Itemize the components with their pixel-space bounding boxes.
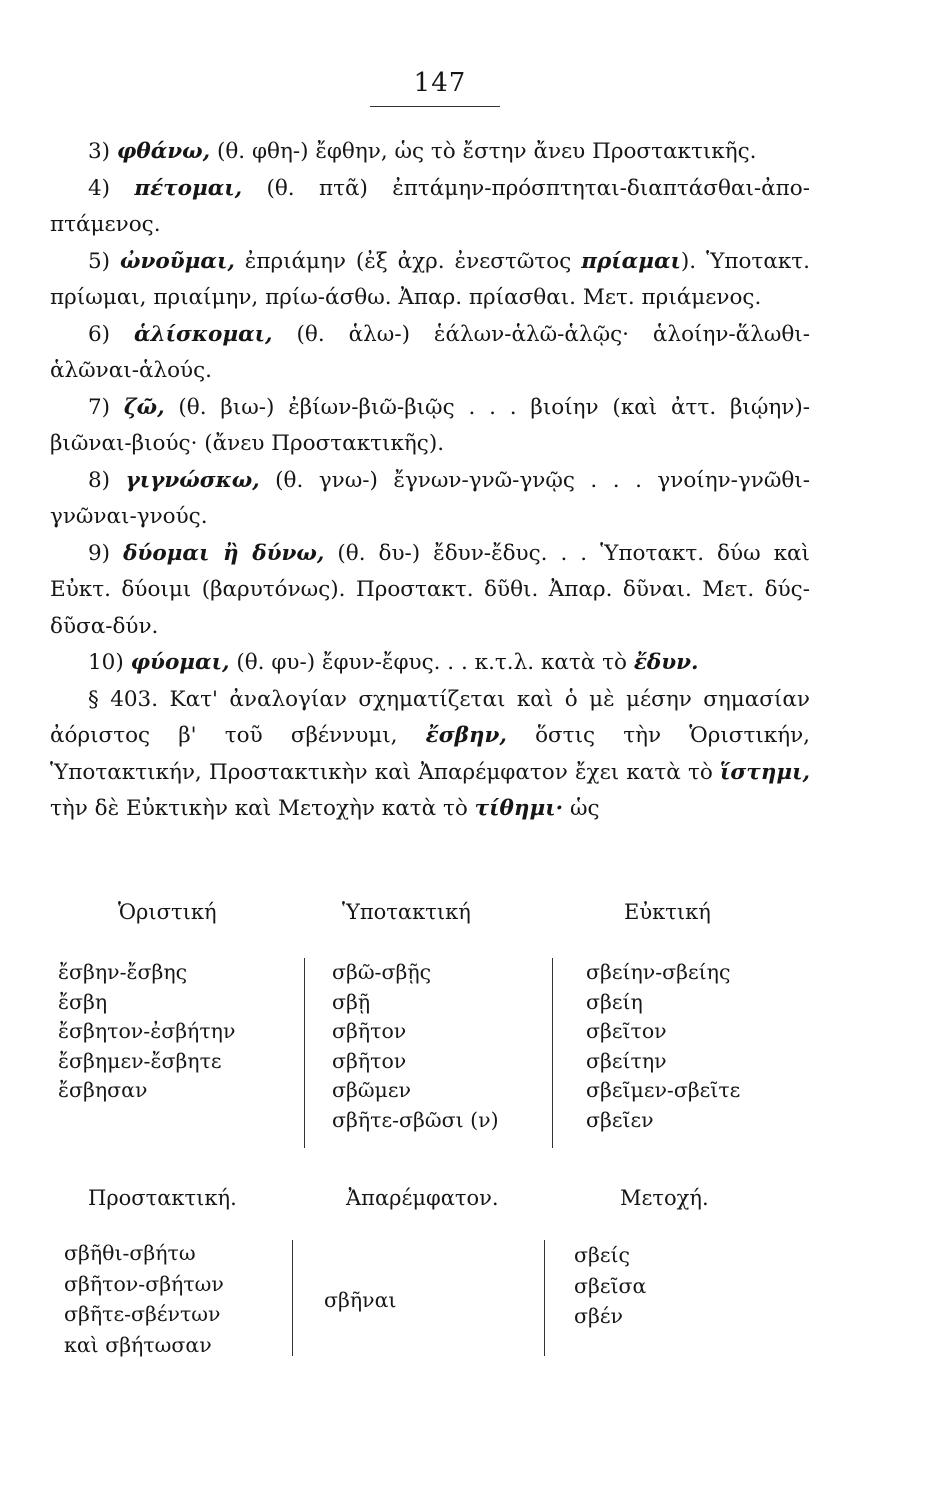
header-rule xyxy=(370,106,500,107)
headword: γιγνώσκω, xyxy=(125,467,260,493)
header-optative: Εὐκτική xyxy=(624,900,711,924)
table1-divider-left xyxy=(304,958,305,1148)
headword: πρίαμαι xyxy=(581,248,681,274)
text-run: ὅστις τὴν Ὁριστικήν, Ὑποτακτικήν, Προστακτικὴν καὶ Ἀπαρέμφατον ἔχει κατὰ τὸ xyxy=(50,723,810,785)
text-run: τὴν δὲ Εὐκτικὴν καὶ Μετοχὴν κατὰ τὸ xyxy=(50,796,475,821)
text-run: 10) xyxy=(88,650,131,675)
headword: ζῶ, xyxy=(123,394,165,420)
verb-form: σβῇ xyxy=(332,989,371,1014)
verb-form: σβῆτον xyxy=(332,1019,407,1043)
text-run: (θ. πτᾶ) ἐπτάμην-πρόσπτηται-διαπτάσθαι-ἀπο-πτάμενος. xyxy=(50,175,810,237)
paragraph-phyomai xyxy=(50,645,810,682)
text-run: (θ. δυ-) ἔδυν-ἔδυς. . . Ὑποτακτ. δύω καὶ Εὐκτ. δύοιμι (βαρυτόνως). Προστακτ. δῦθι. Ἀπαρ. δῦναι. Μετ. δύς-δῦσα-δύν. xyxy=(50,540,810,639)
verb-form: σβῆτε-σβέντων xyxy=(64,1302,221,1326)
body-text xyxy=(50,134,810,828)
paragraph-gignosko xyxy=(50,463,810,536)
table1-divider-right xyxy=(552,958,553,1148)
text-run: § 403. Κατ' ἀναλογίαν σχηματίζεται καὶ ὁ μὲ μέσην σημασίαν ἀόριστος β' τοῦ σβέννυμι, xyxy=(50,686,810,748)
verb-form: σβείην-σβείης xyxy=(586,960,731,984)
text-run: (θ. ἁλω-) ἑάλων-ἁλῶ-ἁλῷς· ἁλοίην-ἅλωθι-ἁλῶναι-ἁλούς. xyxy=(50,321,810,383)
headword: ἵστημι, xyxy=(720,759,810,785)
text-run: (θ. φθη-) ἔφθην, ὡς τὸ ἔστην ἄνευ Προστακτικῆς. xyxy=(210,139,757,164)
verb-form: σβῆτον xyxy=(332,1048,407,1073)
verb-form: ἔσβην-ἔσβης xyxy=(58,960,188,984)
verb-form: σβείς xyxy=(574,1243,630,1267)
verb-form: σβῆτον-σβήτων xyxy=(64,1271,224,1296)
verb-form: σβείη xyxy=(586,989,643,1014)
page-number: 147 xyxy=(413,68,467,98)
header-participle: Μετοχή. xyxy=(620,1186,709,1210)
verb-form: καὶ σβήτωσαν xyxy=(64,1332,212,1357)
headword: πέτομαι, xyxy=(134,175,243,201)
text-run: 7) xyxy=(88,394,124,420)
text-run: 8) xyxy=(88,467,126,493)
header-subjunctive: Ὑποτακτική xyxy=(342,900,471,924)
table2-divider-right xyxy=(544,1240,545,1356)
verb-form: ἔσβημεν-ἔσβητε xyxy=(58,1048,222,1073)
text-run: 4) xyxy=(88,175,135,201)
headword: δύομαι ἢ δύνω, xyxy=(123,540,325,566)
imperative-forms xyxy=(64,1238,224,1360)
headword: φύομαι, xyxy=(130,650,230,675)
headword: ὠνοῦμαι, xyxy=(120,248,235,274)
text-run: ). Ὑποτακτ. πρίωμαι, πριαίμην, πρίω-άσθω. Ἀπαρ. πρίασθαι. Μετ. πριάμενος. xyxy=(50,248,811,310)
text-run: (θ. γνω-) ἔγνων-γνῶ-γνῷς . . . γνοίην-γνῶθι-γνῶναι-γνούς. xyxy=(50,467,810,529)
participle-forms xyxy=(574,1240,646,1332)
verb-form: ἔσβησαν xyxy=(58,1078,148,1102)
paragraph-phthano xyxy=(50,134,810,171)
text-run: 9) xyxy=(88,540,124,566)
verb-form: σβέν xyxy=(574,1304,623,1328)
verb-form: σβῆθι-σβήτω xyxy=(64,1241,196,1265)
text-run: (θ. φυ-) ἔφυν-ἔφυς. . . κ.τ.λ. κατὰ τὸ xyxy=(229,650,634,675)
verb-form: σβεῖτον xyxy=(586,1019,667,1043)
header-imperative: Προστακτική. xyxy=(88,1186,237,1210)
verb-form: σβεῖεν xyxy=(586,1107,654,1132)
text-run: 3) xyxy=(88,139,117,164)
verb-form: σβεῖσα xyxy=(574,1273,647,1298)
optative-forms xyxy=(586,958,740,1135)
headword: ἁλίσκομαι, xyxy=(134,321,273,347)
paragraph-onoumai xyxy=(50,244,810,317)
infinitive-form: σβῆναι xyxy=(324,1288,397,1312)
verb-form: σβῆτε-σβῶσι (ν) xyxy=(332,1107,499,1132)
paragraph-haliskomai xyxy=(50,317,810,390)
headword: ἔσβην, xyxy=(425,723,507,748)
paragraph-dyomai xyxy=(50,536,810,646)
subjunctive-forms xyxy=(332,958,499,1135)
text-run: 6) xyxy=(88,321,135,347)
verb-form: ἔσβη xyxy=(58,989,108,1014)
headword: τίθημι· xyxy=(474,796,564,821)
indicative-forms xyxy=(58,958,235,1106)
header-infinitive: Ἀπαρέμφατον. xyxy=(346,1186,499,1210)
verb-form: σβῶ-σβῇς xyxy=(332,960,432,984)
paragraph-zo xyxy=(50,390,810,463)
verb-form: σβῶμεν xyxy=(332,1078,411,1102)
paragraph-petomai xyxy=(50,171,810,244)
headword: φθάνω, xyxy=(116,139,211,164)
verb-form: σβεῖμεν-σβεῖτε xyxy=(586,1078,741,1102)
header-indicative: Ὁριστική xyxy=(118,900,217,924)
paragraph-section-403 xyxy=(50,682,810,828)
verb-form: σβείτην xyxy=(586,1048,667,1073)
text-run: 5) xyxy=(88,248,121,274)
text-run: ὡς xyxy=(563,796,600,821)
table2-divider-left xyxy=(292,1240,293,1356)
verb-form: ἔσβητον-ἐσβήτην xyxy=(58,1019,236,1043)
text-run: ἐπριάμην (ἐξ ἀχρ. ἐνεστῶτος xyxy=(234,248,582,274)
headword: ἔδυν. xyxy=(633,650,699,675)
text-run: (θ. βιω-) ἐβίων-βιῶ-βιῷς . . . βιοίην (καὶ ἀττ. βιῴην)-βιῶναι-βιούς· (ἄνευ Προστακτικῆς). xyxy=(50,394,810,456)
